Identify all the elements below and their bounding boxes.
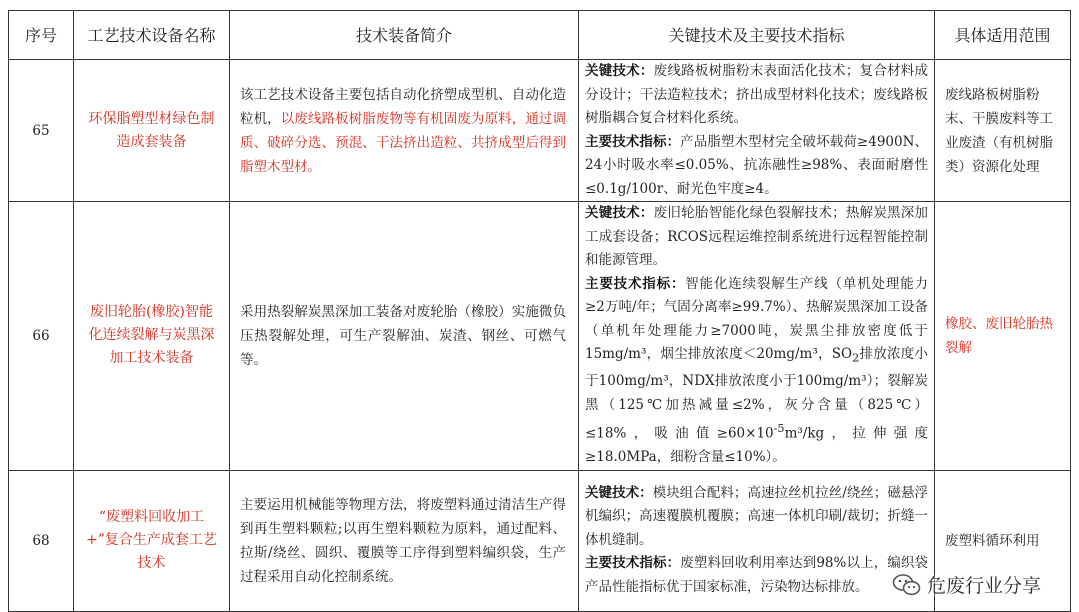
key-text: 废旧轮胎智能化绿色裂解技术；热解炭黑深加工成套设备；RCOS远程运维控制系统进行远程智能控制和能源管理。 xyxy=(585,205,929,268)
watermark xyxy=(892,571,1041,598)
exponent-superscript: -5 xyxy=(773,422,785,436)
row-no: 65 xyxy=(9,60,74,202)
row-name: “废塑料回收加工+”复合生产成套工艺技术 xyxy=(74,470,230,611)
table-row xyxy=(9,60,1071,202)
row-intro xyxy=(230,60,579,202)
key-text: 废线路板树脂粉末表面活化技术；复合材料成分设计；干法造粒技术；挤出成型材料化技术；废线路板树脂耦合复合材料化系统。 xyxy=(585,63,929,126)
key-label: 关键技术： xyxy=(585,63,654,79)
header-key: 关键技术及主要技术指标 xyxy=(579,11,935,60)
intro-highlight: 以废线路板树脂废物等有机固废为原料，通过调质、破碎分选、预混、干法挤出造粒、共挤成型后得到脂塑木型材。 xyxy=(240,110,567,175)
intro-plain: 该工艺技术设备主要包括自动化挤塑成型机、自动化造粒机， xyxy=(240,86,566,127)
key-text: 模块组合配料；高速拉丝机拉丝/绕丝；磁悬浮机编织；高速覆膜机覆膜；高速一体机印刷/裁切；折缝一体机缝制。 xyxy=(585,484,928,548)
indicator-label: 主要技术指标： xyxy=(585,133,681,150)
table-row xyxy=(9,202,1071,471)
wechat-icon xyxy=(892,573,922,597)
so2-subscript: 2 xyxy=(852,351,860,365)
technology-table xyxy=(8,10,1071,612)
row-name: 环保脂塑型材绿色制造成套装备 xyxy=(74,60,230,202)
row-scope: 废塑料循环利用 xyxy=(935,470,1071,611)
row-intro xyxy=(230,470,579,611)
row-scope: 橡胶、废旧轮胎热裂解 xyxy=(935,202,1071,471)
row-scope: 废线路板树脂粉末、干膜废料等工业废渣（有机树脂类）资源化处理 xyxy=(935,60,1071,202)
header-row xyxy=(9,11,1071,60)
row-no: 66 xyxy=(9,202,74,471)
indicator-label: 主要技术指标： xyxy=(585,555,681,572)
row-name: 废旧轮胎(橡胶)智能化连续裂解与炭黑深加工技术装备 xyxy=(74,202,230,471)
watermark-text: 危废行业分享 xyxy=(926,575,1041,597)
header-scope: 具体适用范围 xyxy=(935,11,1071,60)
indicator-text: 废塑料回收利用率达到98%以上，编织袋产品性能指标优于国家标准，污染物达标排放。 xyxy=(585,555,928,595)
intro-plain: 采用热裂解炭黑深加工装备对废轮胎（橡胶）实施微负压热裂解处理，可生产裂解油、炭渣、钢丝、可燃气等。 xyxy=(240,303,566,368)
header-intro: 技术装备简介 xyxy=(230,11,579,60)
indicator-label: 主要技术指标： xyxy=(585,275,686,292)
row-key-tech xyxy=(579,202,935,471)
indicator-text: 产品脂塑木型材完全破坏载荷≥4900N、24小时吸水率≤0.05%、抗冻融性≥98%、表面耐磨性≤0.1g/100r、耐光色牢度≥4。 xyxy=(585,133,928,197)
header-no: 序号 xyxy=(9,11,74,60)
row-key-tech xyxy=(579,470,935,611)
row-key-tech xyxy=(579,60,935,202)
key-label: 关键技术： xyxy=(585,205,654,221)
indicator-text-a: 智能化连续裂解生产线（单机处理能力≥2万吨/年；气固分离率≥99.7%）、热解炭黑深加工设备（单机年处理能力≥7000吨，炭黑尘排放密度低于15mg/m³，烟尘排放浓度＜20mg/m³，SO xyxy=(585,275,929,362)
header-name: 工艺技术设备名称 xyxy=(74,11,230,60)
indicator-text-c: m³/kg，拉伸强度≥18.0MPa，细粉含量≤10%）。 xyxy=(585,425,928,466)
row-no: 68 xyxy=(9,470,74,611)
key-label: 关键技术： xyxy=(585,484,653,501)
intro-plain: 主要运用机械能等物理方法，将废塑料通过清洁生产得到再生塑料颗粒;以再生塑料颗粒为原料，通过配料、拉斯/绕丝、圆织、覆膜等工序得到塑料编织袋，生产过程采用自动化控制系统。 xyxy=(240,496,566,585)
indicator-text-b: 排放浓度小于100mg/m³，NDX排放浓度小于100mg/m³）；裂解炭黑（125℃加热减量≤2%，灰分含量（825℃）≤18%，吸油值≥60×10 xyxy=(585,346,928,442)
row-intro xyxy=(230,202,579,471)
